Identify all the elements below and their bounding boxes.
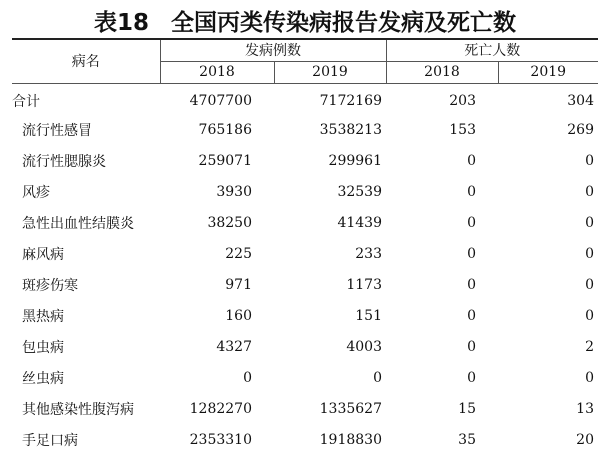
cases-2018-cell: 38250 — [207, 214, 252, 231]
disease-name-cell: 丝虫病 — [22, 370, 64, 387]
table-body — [12, 83, 598, 455]
cases-2018-cell: 971 — [225, 276, 252, 293]
deaths-2019-cell: 0 — [585, 214, 594, 231]
table-number: 表18 — [93, 10, 149, 36]
cases-2019-cell: 4003 — [346, 338, 382, 355]
disease-name-cell: 风疹 — [22, 184, 50, 201]
disease-name-cell: 手足口病 — [22, 432, 78, 449]
cases-2019-cell: 1173 — [346, 276, 382, 293]
deaths-2019-cell: 0 — [585, 152, 594, 169]
deaths-2018-cell: 0 — [467, 276, 476, 293]
table-title — [0, 6, 610, 40]
cases-2019-cell: 1918830 — [319, 431, 382, 448]
disease-name-cell: 合计 — [12, 93, 40, 110]
cases-2018-cell: 2353310 — [189, 431, 252, 448]
deaths-2019-cell: 269 — [567, 121, 594, 138]
deaths-2018-cell: 0 — [467, 183, 476, 200]
deaths-2019-cell: 0 — [585, 276, 594, 293]
cases-2019-cell: 299961 — [328, 152, 382, 169]
table-row — [12, 176, 598, 207]
deaths-2018-cell: 0 — [467, 152, 476, 169]
deaths-2019-cell: 20 — [576, 431, 594, 448]
header-year: 2019 — [498, 61, 598, 83]
cases-2018-cell: 765186 — [198, 121, 252, 138]
table-header — [12, 39, 598, 83]
cases-2019-cell: 3538213 — [319, 121, 382, 138]
disease-name-cell: 斑疹伤寒 — [22, 277, 78, 294]
table-row — [12, 83, 598, 114]
table-row — [12, 331, 598, 362]
deaths-2018-cell: 0 — [467, 245, 476, 262]
cases-2018-cell: 0 — [243, 369, 252, 386]
deaths-2019-cell: 2 — [585, 338, 594, 355]
deaths-2018-cell: 15 — [458, 400, 476, 417]
deaths-2018-cell: 153 — [449, 121, 476, 138]
cases-2018-cell: 4707700 — [189, 92, 252, 109]
deaths-2019-cell: 13 — [576, 400, 594, 417]
table-row — [12, 269, 598, 300]
cases-2019-cell: 0 — [373, 369, 382, 386]
header-disease-name: 病名 — [12, 39, 160, 83]
table-row — [12, 393, 598, 424]
deaths-2018-cell: 0 — [467, 214, 476, 231]
disease-name-cell: 其他感染性腹泻病 — [22, 401, 134, 418]
cases-2018-cell: 1282270 — [189, 400, 252, 417]
deaths-2018-cell: 203 — [449, 92, 476, 109]
cases-2019-cell: 151 — [355, 307, 382, 324]
cases-2019-cell: 41439 — [337, 214, 382, 231]
table-row — [12, 424, 598, 455]
disease-name-cell: 流行性腮腺炎 — [22, 153, 106, 170]
header-year: 2019 — [274, 61, 386, 83]
header-group-cases: 发病例数 — [160, 39, 386, 61]
cases-2019-cell: 233 — [355, 245, 382, 262]
cases-2018-cell: 4327 — [216, 338, 252, 355]
table-row — [12, 207, 598, 238]
deaths-2018-cell: 0 — [467, 338, 476, 355]
header-year: 2018 — [386, 61, 498, 83]
cases-2019-cell: 7172169 — [319, 92, 382, 109]
deaths-2019-cell: 304 — [567, 92, 594, 109]
table-row — [12, 145, 598, 176]
cases-2019-cell: 1335627 — [319, 400, 382, 417]
cases-2018-cell: 160 — [225, 307, 252, 324]
disease-name-cell: 麻风病 — [22, 246, 64, 263]
cases-2018-cell: 259071 — [198, 152, 252, 169]
disease-name-cell: 包虫病 — [22, 339, 64, 356]
disease-name-cell: 急性出血性结膜炎 — [22, 215, 134, 232]
deaths-2019-cell: 0 — [585, 369, 594, 386]
header-group-deaths: 死亡人数 — [386, 39, 598, 61]
disease-table — [12, 38, 598, 455]
disease-name-cell: 黑热病 — [22, 308, 64, 325]
header-year: 2018 — [160, 61, 274, 83]
cases-2019-cell: 32539 — [337, 183, 382, 200]
deaths-2018-cell: 0 — [467, 307, 476, 324]
deaths-2018-cell: 35 — [458, 431, 476, 448]
table-row — [12, 114, 598, 145]
table-row — [12, 362, 598, 393]
cases-2018-cell: 225 — [225, 245, 252, 262]
disease-name-cell: 流行性感冒 — [22, 122, 92, 139]
table-row — [12, 238, 598, 269]
table-title-text: 全国丙类传染病报告发病及死亡数 — [171, 10, 516, 36]
cases-2018-cell: 3930 — [216, 183, 252, 200]
table-row — [12, 300, 598, 331]
deaths-2018-cell: 0 — [467, 369, 476, 386]
deaths-2019-cell: 0 — [585, 307, 594, 324]
deaths-2019-cell: 0 — [585, 183, 594, 200]
deaths-2019-cell: 0 — [585, 245, 594, 262]
